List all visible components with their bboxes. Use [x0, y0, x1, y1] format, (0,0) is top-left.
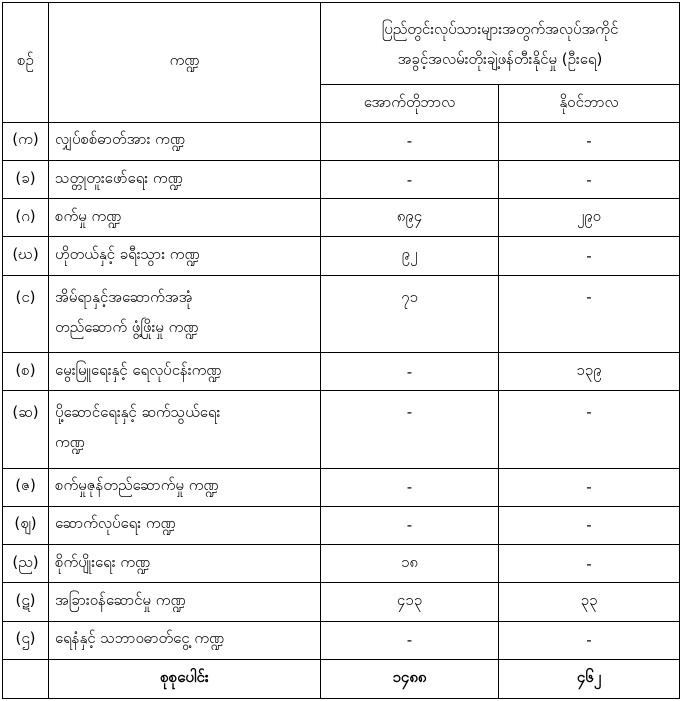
row-november: ၁၃၉ [499, 352, 680, 390]
row-november: - [499, 275, 680, 352]
row-no: (ဂ) [3, 199, 49, 237]
row-october: - [321, 621, 499, 659]
header-col-october: အောက်တိုဘာလ [321, 85, 499, 122]
header-no [3, 3, 49, 123]
row-november: - [499, 391, 680, 468]
row-october: - [321, 468, 499, 506]
row-sector: စိုက်ပျိုးရေး ကဏ္ဍ [49, 545, 321, 583]
row-no: (ဌ) [3, 621, 49, 659]
row-sector: ရေနံနှင့် သဘာဝဓာတ်ငွေ့ ကဏ္ဍ [49, 621, 321, 659]
total-november: ၄၆၂ [499, 659, 680, 698]
header-col-november: နိုဝင်ဘာလ [499, 85, 680, 122]
header-group-line2: အခွင့်အလမ်းတိုးချဲ့ဖန်တီးနိုင်မှု (ဦးရေ) [397, 49, 603, 68]
row-october: - [321, 391, 499, 468]
row-november: - [499, 621, 680, 659]
row-no: (က) [3, 122, 49, 160]
table-row [3, 352, 680, 390]
row-november: ၃၃ [499, 583, 680, 621]
table-row [3, 122, 680, 160]
total-row [3, 659, 680, 698]
total-label: စုစုပေါင်း [49, 659, 321, 698]
table-row [3, 275, 680, 352]
table-row [3, 468, 680, 506]
row-no: (င) [3, 275, 49, 352]
employment-table [2, 2, 680, 699]
row-october: - [321, 160, 499, 198]
total-october: ၁၄၈၈ [321, 659, 499, 698]
row-october: - [321, 352, 499, 390]
row-no: (စ) [3, 352, 49, 390]
row-sector: အခြားဝန်ဆောင်မှု ကဏ္ဍ [49, 583, 321, 621]
total-no [3, 659, 49, 698]
table-row [3, 199, 680, 237]
row-october: ၉၂ [321, 237, 499, 275]
row-november: - [499, 468, 680, 506]
row-no: (ဋ) [3, 583, 49, 621]
row-october: - [321, 122, 499, 160]
row-sector [49, 275, 321, 352]
row-sector: ဟိုတယ်နှင့် ခရီးသွား ကဏ္ဍ [49, 237, 321, 275]
row-sector-line1: ပို့ဆောင်ရေးနှင့် ဆက်သွယ်ရေး [55, 403, 221, 422]
row-no: (ည) [3, 545, 49, 583]
row-october: - [321, 506, 499, 544]
table-row [3, 621, 680, 659]
row-october: ၄၁၃ [321, 583, 499, 621]
row-october: ၈၉၄ [321, 199, 499, 237]
row-october: ၁၈ [321, 545, 499, 583]
row-sector: သတ္တုတူးဖော်ရေး ကဏ္ဍ [49, 160, 321, 198]
row-sector: စက်မှု ကဏ္ဍ [49, 199, 321, 237]
row-no: (ဈ) [3, 506, 49, 544]
row-sector: ဆောက်လုပ်ရေး ကဏ္ဍ [49, 506, 321, 544]
row-november: - [499, 506, 680, 544]
row-november: - [499, 237, 680, 275]
header-no-label: စဉ် [17, 51, 34, 70]
row-no: (ဃ) [3, 237, 49, 275]
row-sector-line1: အိမ်ရာနှင့်အဆောက်အအုံ [55, 287, 193, 306]
table-row [3, 545, 680, 583]
row-no: (ခ) [3, 160, 49, 198]
row-sector: လျှပ်စစ်ဓာတ်အား ကဏ္ဍ [49, 122, 321, 160]
row-sector [49, 391, 321, 468]
row-no: (ဆ) [3, 391, 49, 468]
table-row [3, 160, 680, 198]
header-group [321, 3, 680, 85]
header-sector-label: ကဏ္ဍ [169, 51, 200, 70]
header-group-line1: ပြည်တွင်းလုပ်သားများအတွက်အလုပ်အကိုင် [381, 19, 619, 38]
row-sector: မွေးမြူရေးနှင့် ရေလုပ်ငန်းကဏ္ဍ [49, 352, 321, 390]
row-no: (ဇ) [3, 468, 49, 506]
row-november: - [499, 160, 680, 198]
row-sector-line2: တည်ဆောက် ဖွံ့ဖြိုးမှု ကဏ္ဍ [55, 317, 199, 336]
row-sector-line2: ကဏ္ဍ [55, 433, 85, 452]
row-october: ၇၁ [321, 275, 499, 352]
header-sector [49, 3, 321, 123]
row-november: ၂၉၀ [499, 199, 680, 237]
row-november: - [499, 545, 680, 583]
table-row [3, 506, 680, 544]
table-row [3, 583, 680, 621]
row-sector: စက်မှုဇုန်တည်ဆောက်မှု ကဏ္ဍ [49, 468, 321, 506]
table-row [3, 391, 680, 468]
table-row [3, 237, 680, 275]
row-november: - [499, 122, 680, 160]
